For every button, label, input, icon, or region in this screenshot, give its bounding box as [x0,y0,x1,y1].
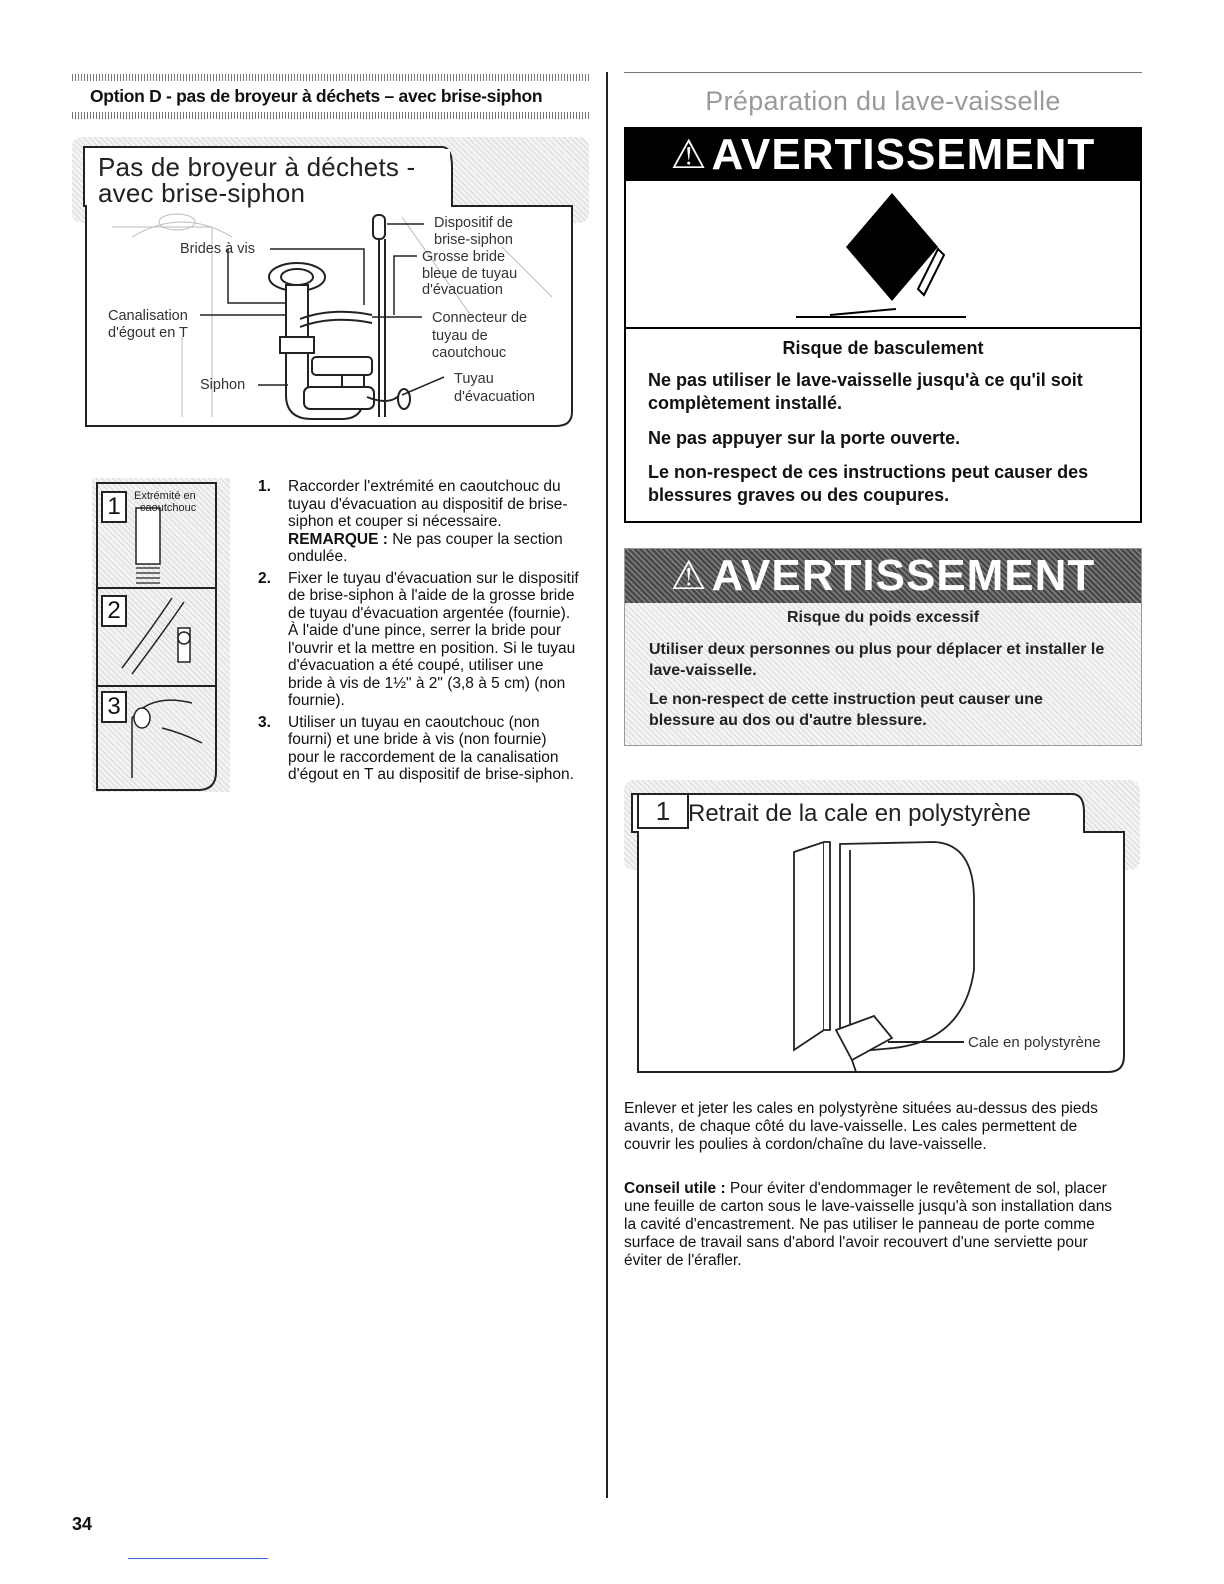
warning-weight-risk: Risque du poids excessif [786,609,980,626]
step-1 [258,478,580,566]
warning-tip-over-line3: Le non-respect de ces instructions peut causer des blessures graves ou des coupures. [648,462,1089,505]
warning-triangle-icon: ⚠ [670,133,708,177]
step-2-number: 2. [258,569,271,587]
label-tuyau-line2: d'évacuation [454,389,535,405]
step-2-text: Fixer le tuyau d'évacuation sur le dispositif de brise-siphon à l'aide de la grosse bride de tuyau d'évacuation argentée (fournie). À l'aide d'une pince, serrer la bride pour l'ouvrir et la mettre en position. Si le tuyau d'évacuation a été coupé, utiliser une bride à vis de 1½" à 2" (3,8 à 5 cm) (non fournie). [288,569,579,709]
small-panel1-number: 1 [107,493,121,520]
small-steps-diagram [92,478,232,792]
label-canalisation-line1: Canalisation [108,308,188,324]
small-panel2-number: 2 [107,597,121,624]
label-connecteur-line1: Connecteur de [432,310,528,326]
small-panel1-label-line1: Extrémité en [134,490,196,502]
warning-tip-over-title: AVERTISSEMENT [711,130,1096,179]
warning-tip-over-risk: Risque de basculement [782,338,984,358]
useful-tip-paragraph [624,1180,1124,1270]
label-grosse-line2: bleue de tuyau [422,266,518,282]
remove-shim-step-number: 1 [655,796,671,826]
step-1-note-text: Ne pas couper la section ondulée. [288,530,563,565]
useful-tip-label: Conseil utile : [624,1180,726,1197]
left-title-underline [72,112,589,119]
install-steps [258,478,580,788]
label-connecteur-line2: tuyau de [432,328,488,344]
step-1-number: 1. [258,478,271,495]
warning-weight-header [625,549,1141,603]
warning-tip-over-divider [626,327,1140,329]
step-1-text: Raccorder l'extrémité en caoutchouc du tuyau d'évacuation au dispositif de brise-siphon et couper si nécessaire. [288,478,568,530]
warning-weight [624,548,1142,746]
warning-tip-over-line2: Ne pas appuyer sur la porte ouverte. [648,428,961,448]
left-section-title: Option D - pas de broyeur à déchets – avec brise-siphon [90,86,543,106]
label-dispositif-line2: brise-siphon [434,232,513,248]
right-section-title: Préparation du lave-vaisselle [705,86,1061,116]
right-top-rule [624,72,1142,73]
small-panel3-number: 3 [107,693,121,720]
label-siphon: Siphon [200,377,246,393]
warning-weight-line2: Le non-respect de cette instruction peut causer une blessure au dos ou d'autre blessure. [649,691,1043,729]
step-1-note-label: REMARQUE : [288,530,388,548]
column-divider [606,72,608,1498]
small-panel1-label-line2: caoutchouc [140,502,197,514]
tip-over-icon [786,185,976,321]
warning-weight-line1: Utiliser deux personnes ou plus pour déplacer et installer le lave-vaisselle. [649,641,1105,679]
warning-tip-over-header [626,129,1140,181]
label-brides-a-vis: Brides à vis [180,241,255,257]
label-connecteur-line3: caoutchouc [432,345,507,361]
diagram-title-line2: avec brise-siphon [98,178,306,208]
remove-shim-title: Retrait de la cale en polystyrène [688,800,1031,827]
left-top-rule [72,74,589,81]
label-grosse-line1: Grosse bride [422,249,506,265]
small-steps-frame [92,478,232,792]
page-number: 34 [72,1514,93,1534]
label-dispositif-line1: Dispositif de [434,215,513,231]
diagram-title-line1: Pas de broyeur à déchets - [98,152,416,182]
step-3-text: Utiliser un tuyau en caoutchouc (non fourni) et une bride à vis (non fournie) pour le raccordement de la canalisation d'égout en T au dispositif de brise-siphon. [288,713,574,783]
label-canalisation-line2: d'égout en T [108,325,188,341]
step-2 [258,570,580,710]
remove-shim-diagram [624,780,1140,1076]
label-tuyau-line1: Tuyau [454,371,494,387]
warning-tip-over-line1: Ne pas utiliser le lave-vaisselle jusqu'à ce qu'il soit complètement installé. [648,370,1083,413]
step-3-number: 3. [258,713,271,731]
trap-diagram [72,137,589,430]
shim-removal-paragraph: Enlever et jeter les cales en polystyrène situées au-dessus des pieds avants, de chaque côté du lave-vaisselle. Les cales permettent de couvrir les poulies à cordon/chaîne du lave-vaisselle. [624,1100,1098,1153]
warning-weight-title: AVERTISSEMENT [711,551,1096,600]
useful-tip-text: Pour éviter d'endommager le revêtement de sol, placer une feuille de carton sous le lave-vaisselle jusqu'à son installation dans la cavité d'encastrement. Ne pas utiliser le panneau de porte comme surface de travail sans d'abord l'avoir recouvert d'une serviette pour éviter de l'érafler. [624,1180,1113,1269]
remove-shim-label: Cale en polystyrène [968,1034,1101,1051]
warning-weight-triangle-icon: ⚠ [670,554,708,598]
footer-rule [128,1558,268,1559]
warning-tip-over [624,127,1142,523]
label-grosse-line3: d'évacuation [422,282,503,298]
step-3 [258,714,580,784]
